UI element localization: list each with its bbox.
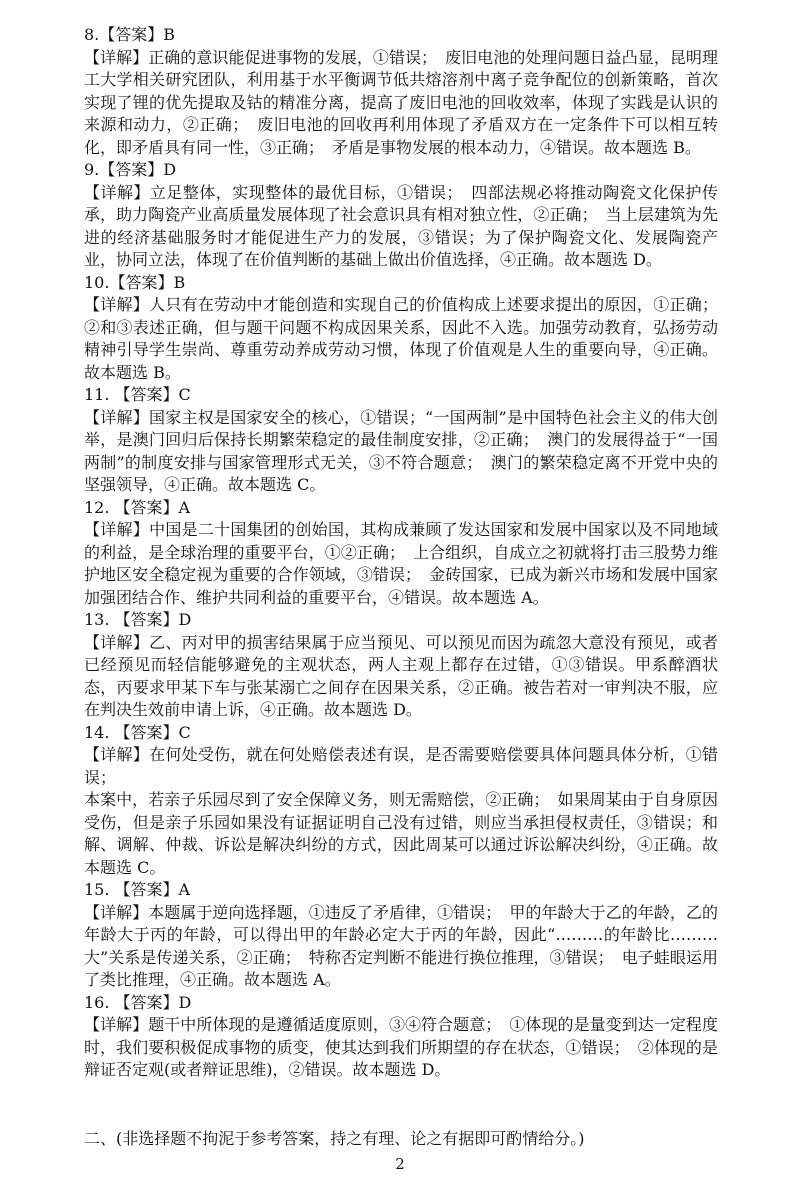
answer-value: D <box>178 610 192 629</box>
answer-value: B <box>173 272 186 292</box>
answer-item-10 <box>84 272 718 385</box>
page-number: 2 <box>395 1155 405 1173</box>
question-number: 13. <box>84 610 115 629</box>
detail-text: 国家主权是国家安全的核心，①错误；“一国两制”是中国特色社会主义的伟大创举，是澳门回归后保持长期繁荣稳定的最佳制度安排，②正确； 澳门的发展得益于“一国两制”的制度安排与国家管理形式无关，③不符合题意； 澳门的繁荣稳定离不开党中央的坚强领导，④正确。故本题选 C。 <box>84 407 718 494</box>
answer-line <box>84 992 718 1015</box>
answer-line <box>84 384 718 407</box>
detail-label: 【详解】 <box>84 295 150 314</box>
answer-label: 【答案】 <box>114 722 179 742</box>
section-two-note: 二、(非选择题不拘泥于参考答案，持之有理、论之有据即可酌情给分。) <box>84 1128 585 1148</box>
detail-paragraph <box>84 1014 718 1082</box>
answer-value: C <box>178 722 191 742</box>
answer-value: D <box>178 992 192 1012</box>
answer-value: A <box>178 497 191 517</box>
detail-paragraph <box>84 47 718 160</box>
detail-label: 【详解】 <box>84 182 150 202</box>
detail-text: 人只有在劳动中才能创造和实现自己的价值构成上述要求提出的原因，①正确；②和③表述正确，但与题干问题不构成因果关系，因此不入选。加强劳动教育，弘扬劳动精神引导学生崇尚、尊重劳动养成劳动习惯，体现了价值观是人生的重要向导，④正确。故本题选 B。 <box>84 295 718 382</box>
detail-text: 正确的意识能促进事物的发展，①错误； 废旧电池的处理问题日益凸显，昆明理工大学相关研究团队，利用基于水平衡调节低共熔溶剂中离子竞争配位的创新策略，首次实现了锂的优先提取及钴的精准分离，提高了废旧电池的回收效率，体现了实践是认识的来源和动力，②正确； 废旧电池的回收再利用体现了矛盾双方在一定条件下可以相互转化，即矛盾具有同一性，③正确； 矛盾是事物发展的根本动力，④错误。故本题选 B。 <box>84 47 718 157</box>
answer-item-8 <box>84 24 718 159</box>
answer-item-9 <box>84 159 718 272</box>
detail-label: 【详解】 <box>84 745 150 764</box>
answer-label: 【答案】 <box>109 272 174 292</box>
question-number: 9. <box>84 160 100 179</box>
detail-paragraph-continued <box>84 789 718 879</box>
answer-value: A <box>178 880 191 899</box>
detail-text: 在何处受伤，就在何处赔偿表述有误，是否需要赔偿要具体问题具体分析，①错误； <box>84 745 718 787</box>
answer-item-15 <box>84 879 718 992</box>
detail-paragraph <box>84 902 718 992</box>
question-number: 15. <box>84 880 115 899</box>
detail-label: 【详解】 <box>84 1015 149 1034</box>
answer-line <box>84 722 718 745</box>
detail-text: 本题属于逆向选择题，①违反了矛盾律，①错误； 甲的年龄大于乙的年龄，乙的年龄大于丙的年龄，可以得出甲的年龄必定大于丙的年龄，因此“………的年龄比………大”关系是传递关系，②正确； 特称否定判断不能进行换位推理，③错误； 电子蛙眼运用了类比推理，④正确。故本题选 A。 <box>84 902 718 989</box>
answer-label: 【答案】 <box>99 25 164 44</box>
question-number: 16. <box>84 992 115 1012</box>
answer-label: 【答案】 <box>114 992 179 1012</box>
answer-line <box>84 159 718 182</box>
answer-label: 【答案】 <box>114 385 179 404</box>
answer-item-16 <box>84 992 718 1082</box>
detail-label: 【详解】 <box>84 902 149 922</box>
detail-label: 【详解】 <box>84 632 150 652</box>
question-number: 10. <box>84 272 110 292</box>
answer-line <box>84 879 718 902</box>
question-number: 14. <box>84 722 115 742</box>
answer-line <box>84 24 718 47</box>
answer-value: D <box>163 160 177 179</box>
detail-paragraph <box>84 294 718 384</box>
detail-text: 乙、丙对甲的损害结果属于应当预见、可以预见而因为疏忽大意没有预见，或者已经预见而轻信能够避免的主观状态，两人主观上都存在过错，①③错误。甲系醉酒状态，丙要求甲某下车与张某溺亡之间存在因果关系，②正确。被告若对一审判决不服，应在判决生效前申请上诉，④正确。故本题选 D。 <box>84 632 718 719</box>
answer-label: 【答案】 <box>99 160 164 179</box>
answer-item-14 <box>84 722 718 880</box>
detail-text: 立足整体，实现整体的最优目标，①错误； 四部法规必将推动陶瓷文化保护传承，助力陶瓷产业高质量发展体现了社会意识具有相对独立性，②正确； 当上层建筑为先进的经济基础服务时才能促进生产力的发展，③错误；为了保护陶瓷文化、发展陶瓷产业，协同立法，体现了在价值判断的基础上做出价值选择，④正确。故本题选 D。 <box>84 182 718 269</box>
detail-text: 中国是二十国集团的创始国，其构成兼顾了发达国家和发展中国家以及不同地域的利益，是全球治理的重要平台，①②正确； 上合组织，自成立之初就将打击三股势力维护地区安全稳定视为重要的合作领域，③错误； 金砖国家，已成为新兴市场和发展中国家加强团结合作、维护共同利益的重要平台，④错误。故本题选 A。 <box>84 520 718 607</box>
detail-label: 【详解】 <box>84 407 150 427</box>
answer-item-12 <box>84 497 718 610</box>
detail-text: 本案中，若亲子乐园尽到了安全保障义务，则无需赔偿，②正确； 如果周某由于自身原因受伤，但是亲子乐园如果没有证据证明自己没有过错，则应当承担侵权责任，③错误；和解、调解、仲裁、诉讼是解决纠纷的方式，因此周某可以通过诉讼解决纠纷，④正确。故本题选 C。 <box>84 790 718 877</box>
answer-item-13 <box>84 609 718 722</box>
detail-paragraph <box>84 519 718 609</box>
answer-label: 【答案】 <box>114 880 179 899</box>
detail-paragraph <box>84 744 718 789</box>
answer-line <box>84 497 718 520</box>
detail-label: 【详解】 <box>84 47 149 67</box>
answer-item-11 <box>84 384 718 497</box>
answer-line <box>84 609 718 632</box>
answer-label: 【答案】 <box>114 610 179 629</box>
detail-text: 题干中所体现的是遵循适度原则，③④符合题意； ①体现的是量变到达一定程度时，我们要积极促成事物的质变，使其达到我们所期望的存在状态，①错误； ②体现的是辩证否定观(或者辩证思维)，②错误。故本题选 D。 <box>84 1015 718 1079</box>
detail-label: 【详解】 <box>84 520 150 539</box>
question-number: 12. <box>84 497 115 517</box>
answer-value: B <box>163 25 176 44</box>
detail-paragraph <box>84 407 718 497</box>
answer-line <box>84 272 718 295</box>
answer-label: 【答案】 <box>114 497 179 517</box>
detail-paragraph <box>84 182 718 272</box>
question-number: 8. <box>84 25 100 44</box>
answer-value: C <box>178 385 191 404</box>
detail-paragraph <box>84 632 718 722</box>
question-number: 11. <box>84 385 115 404</box>
